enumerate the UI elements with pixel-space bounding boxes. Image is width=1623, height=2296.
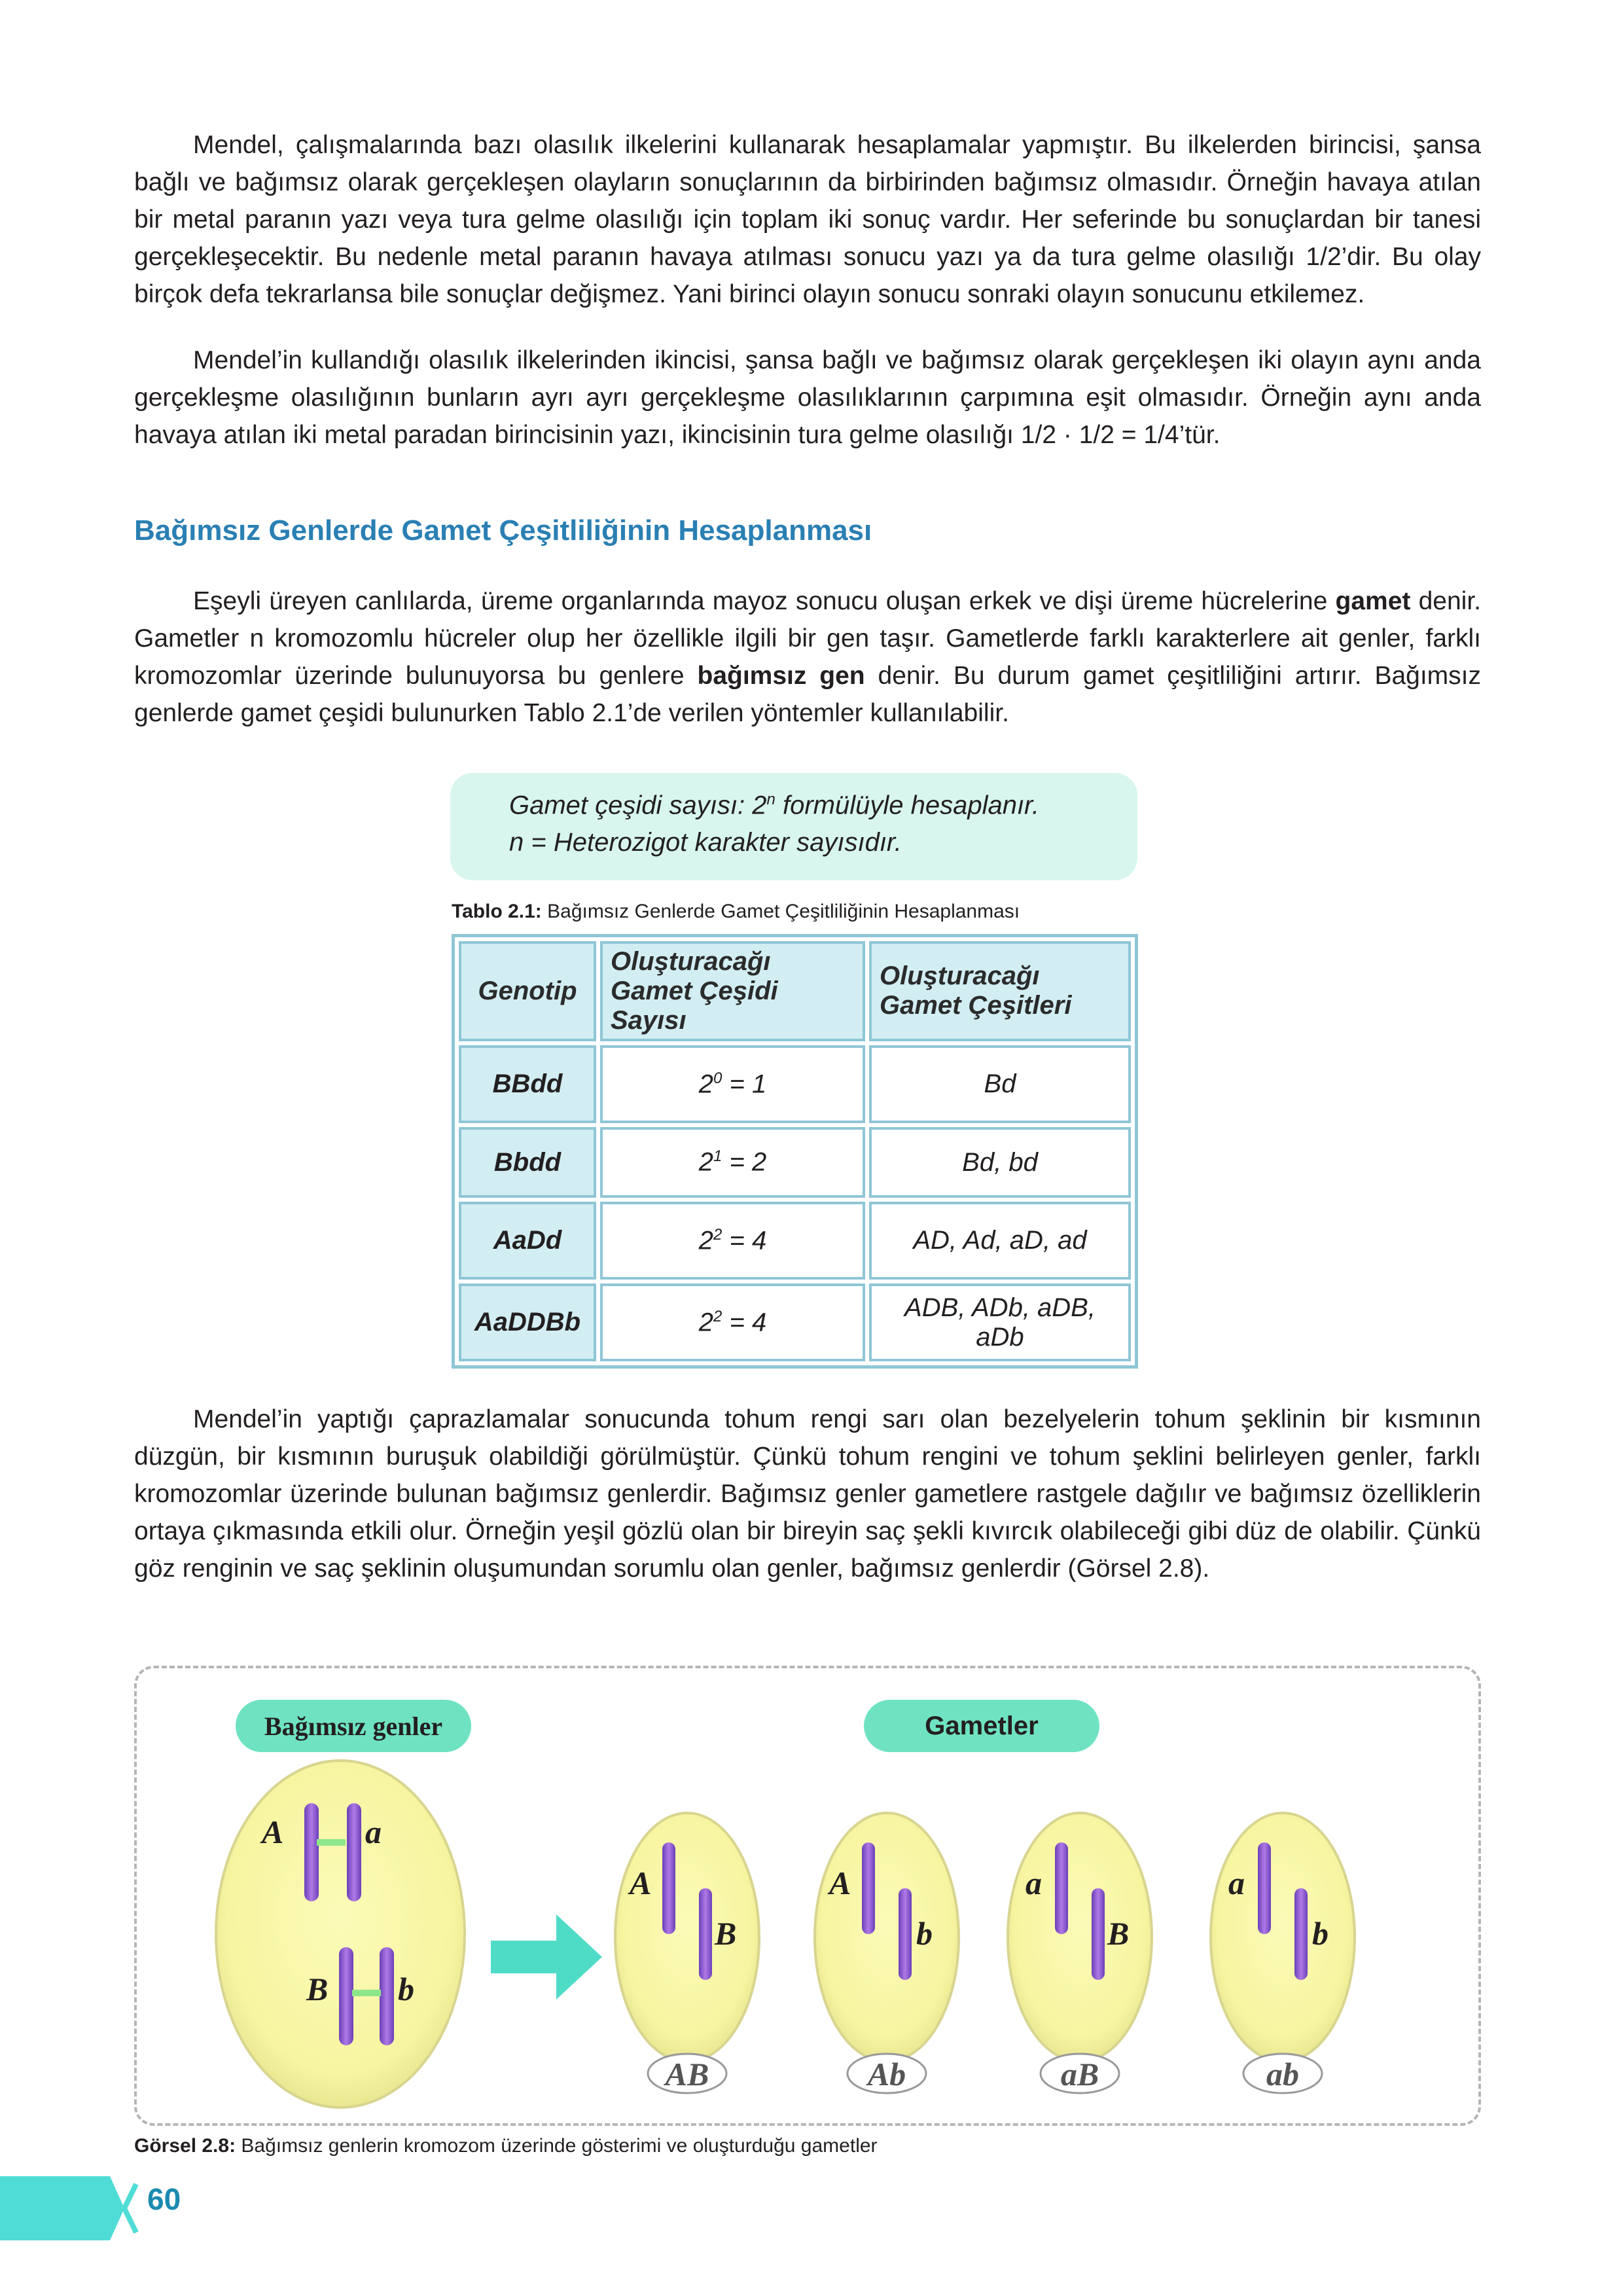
page-number: 60 [147,2182,181,2216]
genotype-cell: AaDDBb [459,1283,596,1361]
gamete-cell [1211,1813,1355,2093]
gamete-cell [615,1813,759,2093]
allele-label: A [262,1814,284,1850]
allele-label: a [1228,1865,1245,1901]
figure-caption: Görsel 2.8: Bağımsız genlerin kromozom üzerinde gösterimi ve oluşturduğu gametler [134,2135,878,2157]
page-tab [0,2176,124,2240]
count-cell: $2^2 = 4$ [600,1283,865,1361]
header-gamete-types: Oluşturacağı Gamet Çeşitleri [869,941,1131,1041]
gamete-label: aB [1060,2056,1099,2092]
allele-label: B [1107,1915,1130,1952]
count-cell: $2^2 = 4$ [600,1202,865,1280]
genotype-cell: Bbdd [459,1127,596,1198]
paragraph-probability-rule-2: Mendel’in kullandığı olasılık ilkelerinden ikincisi, şansa bağlı ve bağımsız olarak gerçekleşen iki olayın aynı anda gerçekleşme olasılığının bunların ayrı ayrı gerçekleşme olasılıklarının çarpımına eşit olmasıdır. Örneğin aynı anda havaya atılan iki metal paradan birincisinin yazı, ikincisinin tura gelme olasılığı 1/2 · 1/2 = 1/4’tür. [134,346,1481,449]
paragraph-mendel-crosses: Mendel’in yaptığı çaprazlamalar sonucunda tohum rengi sarı olan bezelyelerin tohum şeklinin bir kısmının düzgün, bir kısmının buruşuk olabildiği görülmüştür. Çünkü tohum rengini ve tohum şeklini belirleyen genler, farklı kromozomlar üzerinde bulunan bağımsız genlerdir. Bağımsız genler gametlere rastgele dağılır ve bağımsız özelliklerin ortaya çıkmasında etkili olur. Örneğin yeşil gözlü olan bir bireyin saç şekli kıvırcık olabileceği gibi düz de olabilir. Çünkü göz renginin ve saç şeklinin oluşumundan sorumlu olan genler, bağımsız genlerdir (Görsel 2.8). [134,1405,1481,1583]
arrow-icon [491,1914,602,2000]
count-cell: $2^0 = 1$ [600,1045,865,1123]
allele-label: A [829,1865,851,1901]
allele-label: a [1026,1865,1042,1901]
formula-line-2: n = Heterozigot karakter sayısıdır. [509,828,902,857]
paragraph-gamete-definition: Eşeyli üreyen canlılarda, üreme organlarında mayoz sonucu oluşan erkek ve dişi üreme hücrelerine gamet denir. Gametler n kromozomlu hücreler olup her özellikle ilgili bir gen taşır. Gametlerde farklı karakterlere ait genler, farklı kromozomlar üzerinde bulunuyorsa bu genlere bağımsız gen denir. Bu durum gamet çeşitliliğini artırır. Bağımsız genlerde gamet çeşidi bulunurken Tablo 2.1’de verilen yöntemler kullanılabilir. [134,587,1481,727]
allele-label: A [630,1865,652,1901]
chromosome-a [347,1803,361,1901]
count-cell: $2^1 = 2$ [600,1127,865,1198]
centromere [352,1990,381,1996]
allele-label: b [398,1971,414,2007]
allele-label: b [1312,1915,1329,1952]
gamete-label: ab [1266,2056,1299,2092]
chromosome-B [339,1947,353,2045]
chromosome-A [304,1803,319,1901]
parent-cell [216,1761,465,2108]
section-heading: Bağımsız Genlerde Gamet Çeşitliliğinin Hesaplanması [134,514,872,547]
label-bagimsiz-genler: Bağımsız genler [236,1700,471,1752]
allele-label: B [306,1971,329,2007]
gametes-cell: ADB, ADb, aDB, aDb [869,1283,1131,1361]
allele-label: B [715,1915,737,1952]
header-gamete-count: Oluşturacağı Gamet Çeşidi Sayısı [600,941,865,1041]
gamete-cell [1008,1813,1152,2093]
table-caption: Tablo 2.1: Bağımsız Genlerde Gamet Çeşitliliğinin Hesaplanması [452,901,1020,922]
chevron-left-icon [124,2184,136,2233]
gamete-cell [815,1813,959,2093]
gametes-cell: Bd [869,1045,1131,1123]
formula-line-1: Gamet çeşidi sayısı: 2$^n$ formülüyle hesaplanır. [509,791,1040,820]
gametes-cell: AD, Ad, aD, ad [869,1202,1131,1280]
allele-label: b [916,1915,933,1952]
header-genotype: Genotip [459,941,596,1041]
genotype-cell: AaDd [459,1202,596,1280]
term-bagimsiz-gen: bağımsız gen [697,662,865,690]
paragraph-probability-rule-1: Mendel, çalışmalarında bazı olasılık ilkelerini kullanarak hesaplamalar yapmıştır. Bu ilkelerden birincisi, şansa bağlı ve bağımsız olarak gerçekleşen olayların sonuçlarının da birbirinden bağımsız olmasıdır. Örneğin havaya atılan bir metal paranın yazı veya tura gelme olasılığı için toplam iki sonuç vardır. Her seferinde bu sonuçlardan bir tanesi gerçekleşecektir. Bu nedenle metal paranın havaya atılması sonucu yazı ya da tura gelme olasılığı 1/2’dir. Bu olay birçok defa tekrarlansa bile sonuçlar değişmez. Yani birinci olayın sonucu sonraki olayın sonucunu etkilemez. [134,131,1481,308]
chromosome-b [380,1947,394,2045]
label-gametler: Gametler [864,1700,1099,1752]
allele-label: a [365,1814,382,1850]
gametes-cell: Bd, bd [869,1127,1131,1198]
term-gamet: gamet [1335,587,1411,615]
gamete-label: AB [665,2056,709,2092]
centromere [317,1839,346,1846]
genotype-cell: BBdd [459,1045,596,1123]
gamete-label: Ab [867,2056,906,2092]
